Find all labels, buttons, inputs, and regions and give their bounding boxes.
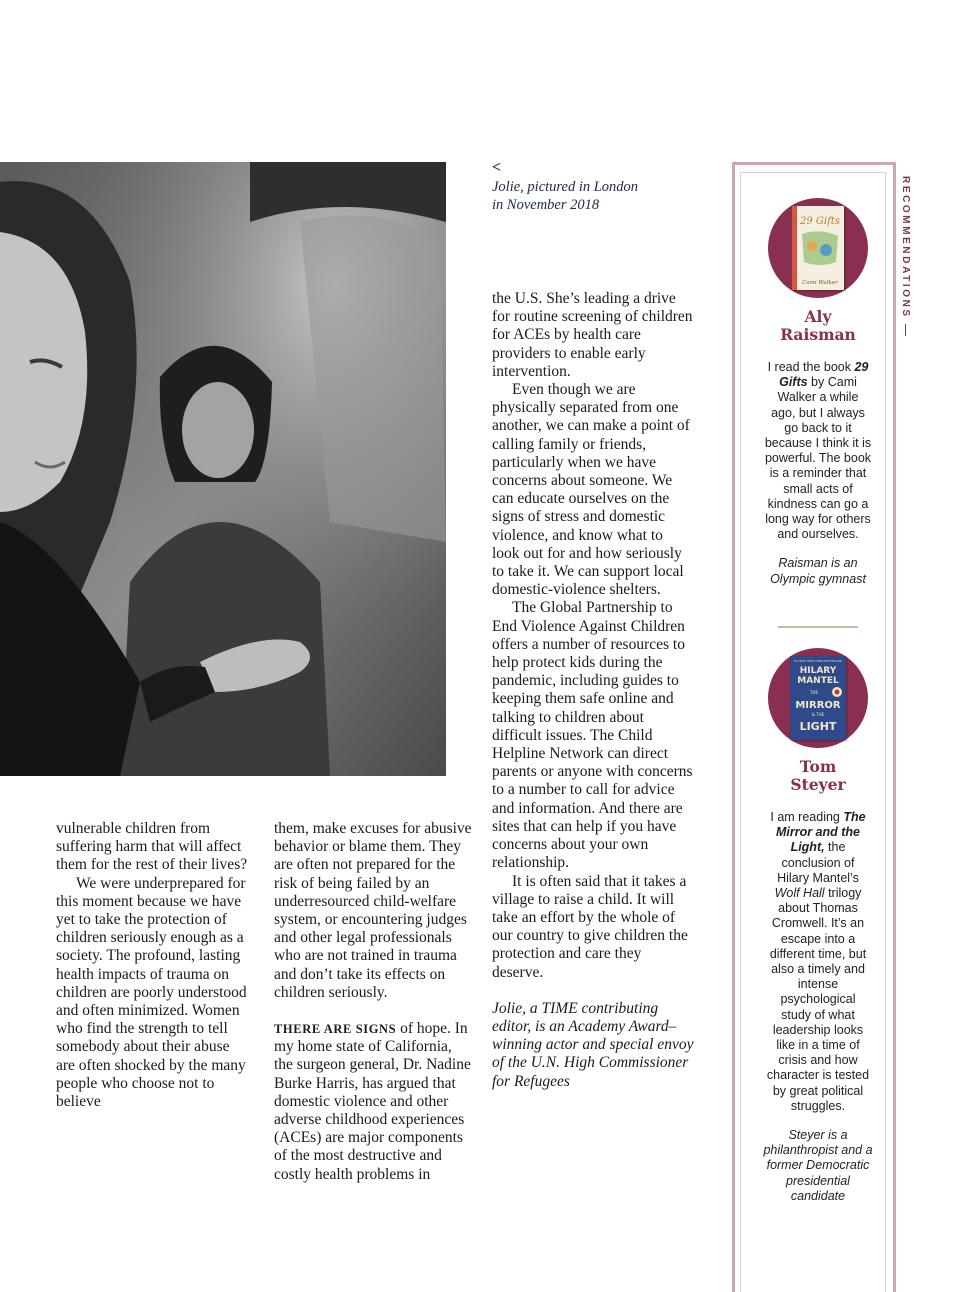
book-cover-29-gifts — [792, 206, 844, 290]
recommender-name — [742, 308, 894, 344]
last-name: Raisman — [780, 325, 856, 344]
cover-author-2: MANTEL — [797, 676, 839, 686]
author-bio: Jolie, a TIME contributing editor, is an Academy Award–winning actor and special envoy of the U.N. High Commissioner for Refugees — [492, 999, 694, 1090]
paragraph: The Global Partnership to End Violence Against Children offers a number of resources to help protect kids during the pandemic, including guides to keeping them safe online and talking to children about difficult issues. The Child Helpline Network can direct parents or anyone with concerns to a number to call for advice and information. And there are sites that can help if you have concerns about your own relationship. — [492, 599, 693, 872]
paragraph: Even though we are physically separated from one another, we can make a point of calling family or friends, particularly when we have concerns about someone. We can educate ourselves on the signs of stress and domestic violence, and know what to look out for and how seriously to take it. We can support local domestic-violence shelters. — [492, 381, 690, 599]
text: the conclusion of Hilary Mantel’s — [777, 840, 859, 885]
text: by Cami Walker a while ago, but I always go back to it because I think it is powerful. The book is a reminder that small acts of kindness can go a long way for others and ourselves. — [764, 375, 872, 542]
cover-mirror: MIRROR — [795, 700, 841, 711]
book-cover-mirror-and-light — [790, 656, 846, 740]
caption-line-2: in November 2018 — [492, 197, 600, 213]
cover-author-1: HILARY — [799, 666, 837, 676]
book-cover-art — [792, 206, 844, 290]
recommendation-text — [764, 810, 872, 1114]
book-cover-art — [790, 656, 846, 740]
paragraph: them, make excuses for abusive behavior or blame them. They are often not prepared for the risk of being failed by an underresourced child-welfare system, or encountering judges and other legal professionals who are not trained in trauma and don’t take its effects on children seriously. — [274, 820, 472, 1001]
paragraph: vulnerable children from suffering harm that will affect them for the rest of their lives? — [56, 820, 248, 874]
first-name: Tom — [799, 757, 837, 776]
book-disc — [768, 648, 868, 748]
article-photo — [0, 162, 446, 776]
recommendation-text — [764, 360, 872, 542]
label-tick — [905, 324, 906, 336]
cover-light: LIGHT — [799, 720, 837, 733]
recommender-name — [742, 758, 894, 794]
photo-illustration — [0, 162, 446, 776]
cover-author: Cami Walker — [802, 280, 838, 286]
caption-line-1: Jolie, pictured in London — [492, 179, 639, 195]
recommender-credit: Steyer is a philanthropist and a former Democratic presidential candidate — [763, 1128, 873, 1203]
article-column-3 — [492, 290, 694, 1091]
first-name: Aly — [804, 307, 832, 326]
divider — [778, 626, 858, 628]
last-name: Steyer — [790, 775, 846, 794]
text: I am reading — [770, 810, 844, 824]
book-disc — [768, 198, 868, 298]
text: trilogy about Thomas Cromwell. It’s an escape into a different time, but also a timely and intense psychological study of what leadership looks like in a time of crisis and how character is tested by great political struggles. — [766, 886, 870, 1113]
series-title: Wolf Hall — [774, 886, 825, 901]
recommendation-raisman — [742, 198, 894, 587]
cover-and-the: & THE — [811, 712, 825, 717]
caption-arrow-icon: < — [492, 159, 502, 176]
paragraph-text: of hope. In my home state of California, the surgeon general, Dr. Nadine Burke Harris, has argued that domestic violence and other adverse childhood experiences (ACEs) are major components of the most destructive and costly health problems in — [274, 1020, 471, 1183]
paragraph: We were underprepared for this moment because we have yet to take the protection of children seriously enough as a society. The profound, lasting health impacts of trauma on children are poorly understood and often minimized. Women who find the strength to tell somebody about their abuse are often shocked by the many people who choose not to believe — [56, 874, 247, 1111]
article-column-1 — [56, 820, 252, 1111]
recommendation-steyer — [742, 648, 894, 1204]
paragraph — [274, 1020, 474, 1184]
section-lead-in: THERE ARE SIGNS — [274, 1022, 397, 1037]
sidebar-label-text: RECOMMENDATIONS — [900, 176, 911, 319]
paragraph: the U.S. She’s leading a drive for routine screening of children for ACEs by health care providers to enable early intervention. — [492, 290, 693, 380]
cover-tagline: #1 NEW YORK TIMES BESTSELLER — [794, 659, 842, 663]
text: I read the book — [767, 360, 855, 374]
article-column-2 — [274, 820, 474, 1184]
cover-the: THE — [810, 690, 818, 695]
book-title: The Mirror and the Light, — [775, 810, 866, 855]
book-title: 29 Gifts — [779, 360, 869, 390]
paragraph: It is often said that it takes a village to raise a child. It will take an effort by the whole of our country to give children the protection and care they deserve. — [492, 872, 688, 981]
cover-title: 29 Gifts — [800, 216, 840, 227]
photo-caption — [492, 160, 692, 214]
recommender-credit: Raisman is an Olympic gymnast — [770, 556, 866, 586]
sidebar-label — [897, 176, 911, 336]
